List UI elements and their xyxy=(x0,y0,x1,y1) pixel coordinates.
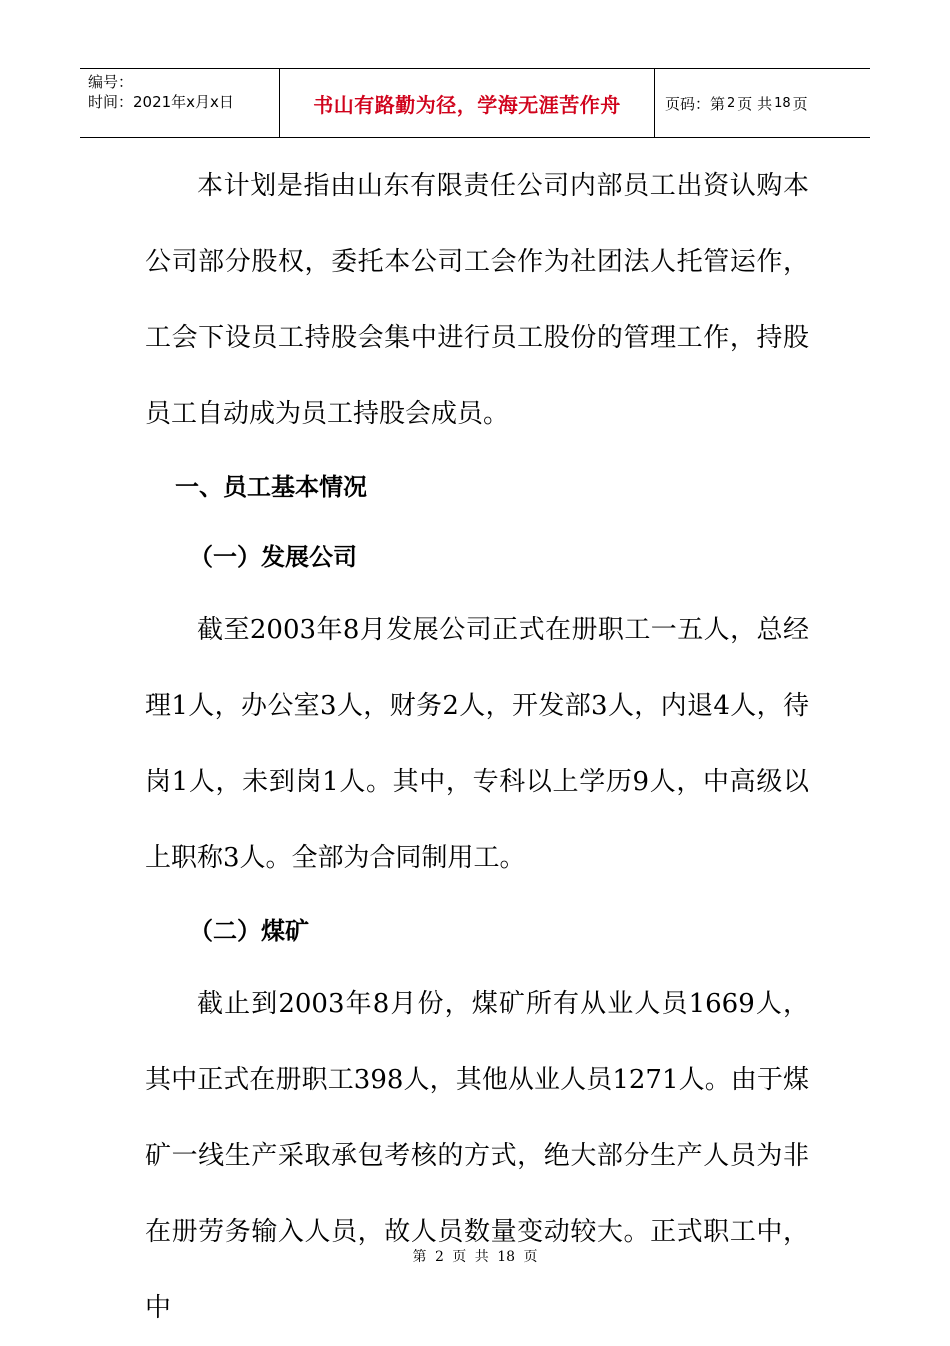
page-header xyxy=(80,68,870,138)
page-footer: 第 2 页 共 18 页 xyxy=(412,1249,538,1265)
development-company-paragraph: 截至2003年8月发展公司正式在册职工一五人，总经理1人，办公室3人，财务2人，开发部3人，内退4人，待岗1人，未到岗1人。其中，专科以上学历9人，中高级以上职称3人。全部为合同制用工。 xyxy=(145,615,809,873)
page-current: 2 xyxy=(727,95,736,111)
coal-mine-paragraph: 截止到2003年8月份，煤矿所有从业人员1669人，其中正式在册职工398人，其他从业人员1271人。由于煤矿一线生产采取承包考核的方式，绝大部分生产人员为非在册劳务输入人员，故人员数量变动较大。正式职工中，中 xyxy=(145,989,809,1323)
page-suffix: 页 xyxy=(792,94,808,113)
intro-paragraph: 本计划是指由山东有限责任公司内部员工出资认购本公司部分股权，委托本公司工会作为社团法人托管运作，工会下设员工持股会集中进行员工股份的管理工作，持股员工自动成为员工持股会成员。 xyxy=(145,171,809,429)
header-motto: 书山有路勤为径，学海无涯苦作舟 xyxy=(280,69,655,137)
page-prefix: 页码：第 xyxy=(665,94,726,113)
subsection-heading-development: （一）发展公司 xyxy=(189,543,357,571)
section-heading: 一、员工基本情况 xyxy=(175,473,367,501)
page-total: 18 xyxy=(774,95,791,111)
header-page-info xyxy=(655,69,870,137)
page-mid: 页 共 xyxy=(737,94,773,113)
document-number-label: 编号： xyxy=(88,73,134,91)
header-meta xyxy=(80,69,280,137)
subsection-heading-coal-mine: （二）煤矿 xyxy=(189,917,309,945)
document-body xyxy=(145,148,809,1346)
document-date-label: 时间：2021年x月x日 xyxy=(88,93,234,111)
